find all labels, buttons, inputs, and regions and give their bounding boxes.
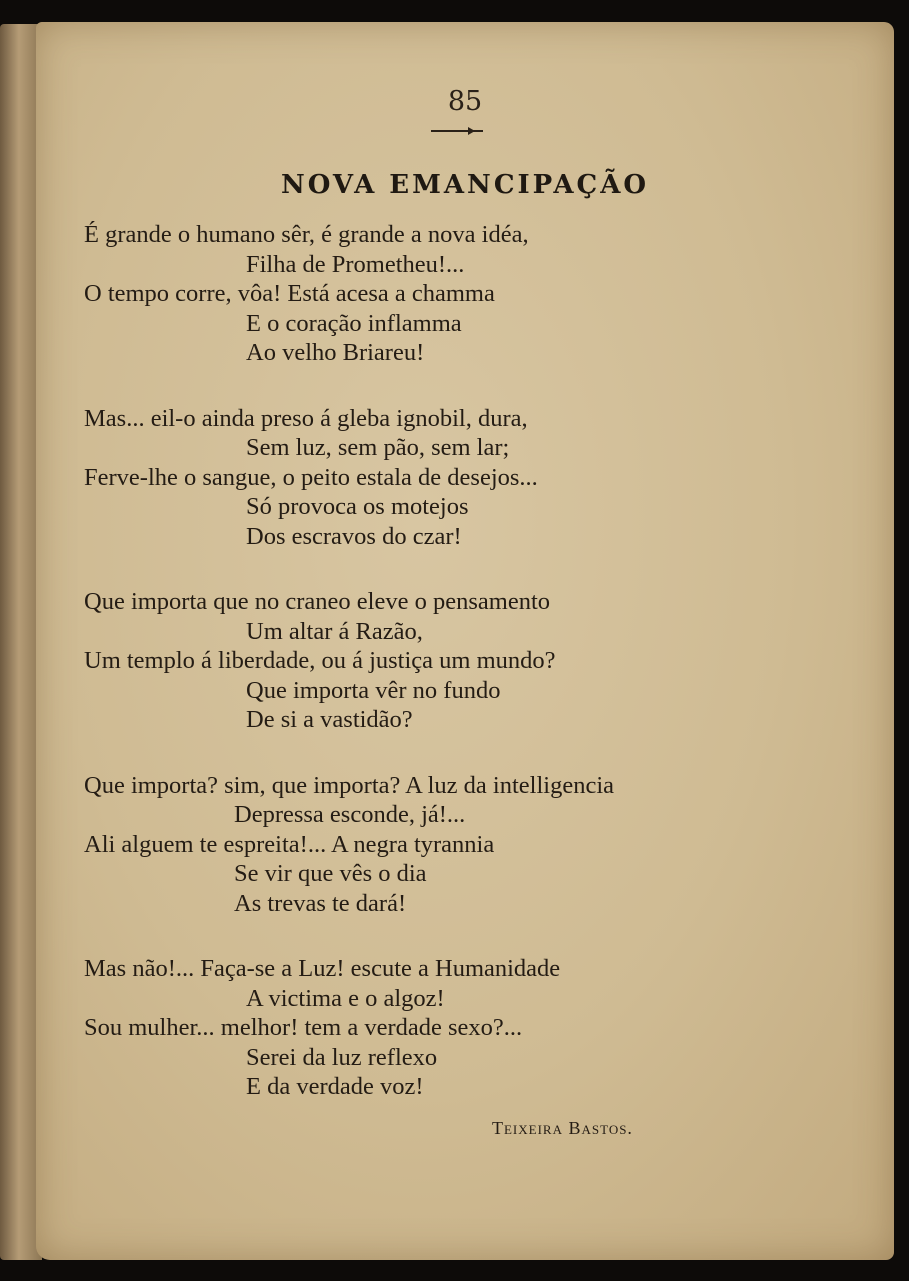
page-number: 85 — [447, 86, 483, 117]
poem-line: Que importa? sim, que importa? A luz da intelligencia — [84, 771, 615, 799]
poem-line: Sou mulher... melhor! tem a verdade sexo?... — [84, 1014, 523, 1041]
poem-line: Sem luz, sem pão, sem lar; — [246, 434, 510, 461]
poem-line: A victima e o algoz! — [246, 984, 445, 1012]
ornament-rule — [431, 130, 483, 132]
poem-line: Se vir que vês o dia — [234, 860, 427, 887]
poem-line: Mas... eil-o ainda preso á gleba ignobil, dura, — [84, 404, 528, 432]
poem-body — [84, 220, 784, 1138]
stanza — [84, 771, 784, 919]
stanza — [84, 954, 784, 1102]
poem-line: De si a vastidão? — [246, 706, 413, 733]
poem-line: As trevas te dará! — [234, 889, 407, 917]
poem-line: Mas não!... Faça-se a Luz! escute a Humanidade — [84, 955, 561, 982]
poem-line: Um altar á Razão, — [246, 617, 423, 645]
poem-line: E o coração inflamma — [246, 309, 462, 337]
poem-line: Serei da luz reflexo — [246, 1043, 438, 1071]
poem-line: Que importa que no craneo eleve o pensamento — [84, 588, 551, 615]
poem-line: Um templo á liberdade, ou á justiça um mundo? — [84, 647, 556, 674]
poem-line: Ali alguem te espreita!... A negra tyrannia — [84, 830, 495, 858]
poem-line: O tempo corre, vôa! Está acesa a chamma — [84, 280, 495, 307]
poem-line: É grande o humano sêr, é grande a nova idéa, — [84, 221, 529, 248]
poem-line: Depressa esconde, já!... — [234, 801, 466, 828]
stanza — [84, 220, 784, 368]
stanza — [84, 587, 784, 735]
stanza — [84, 404, 784, 552]
poem-line: Ao velho Briareu! — [246, 339, 425, 366]
poem-line: E da verdade voz! — [246, 1073, 424, 1100]
author-signature: Teixeira Bastos. — [492, 1118, 633, 1138]
poem-line: Filha de Prometheu!... — [246, 250, 465, 278]
poem-line: Que importa vêr no fundo — [246, 676, 501, 704]
poem-line: Ferve-lhe o sangue, o peito estala de desejos... — [84, 463, 538, 491]
poem-title: NOVA EMANCIPAÇÃO — [280, 170, 650, 200]
poem-line: Só provoca os motejos — [246, 493, 469, 520]
poem-line: Dos escravos do czar! — [246, 522, 462, 550]
